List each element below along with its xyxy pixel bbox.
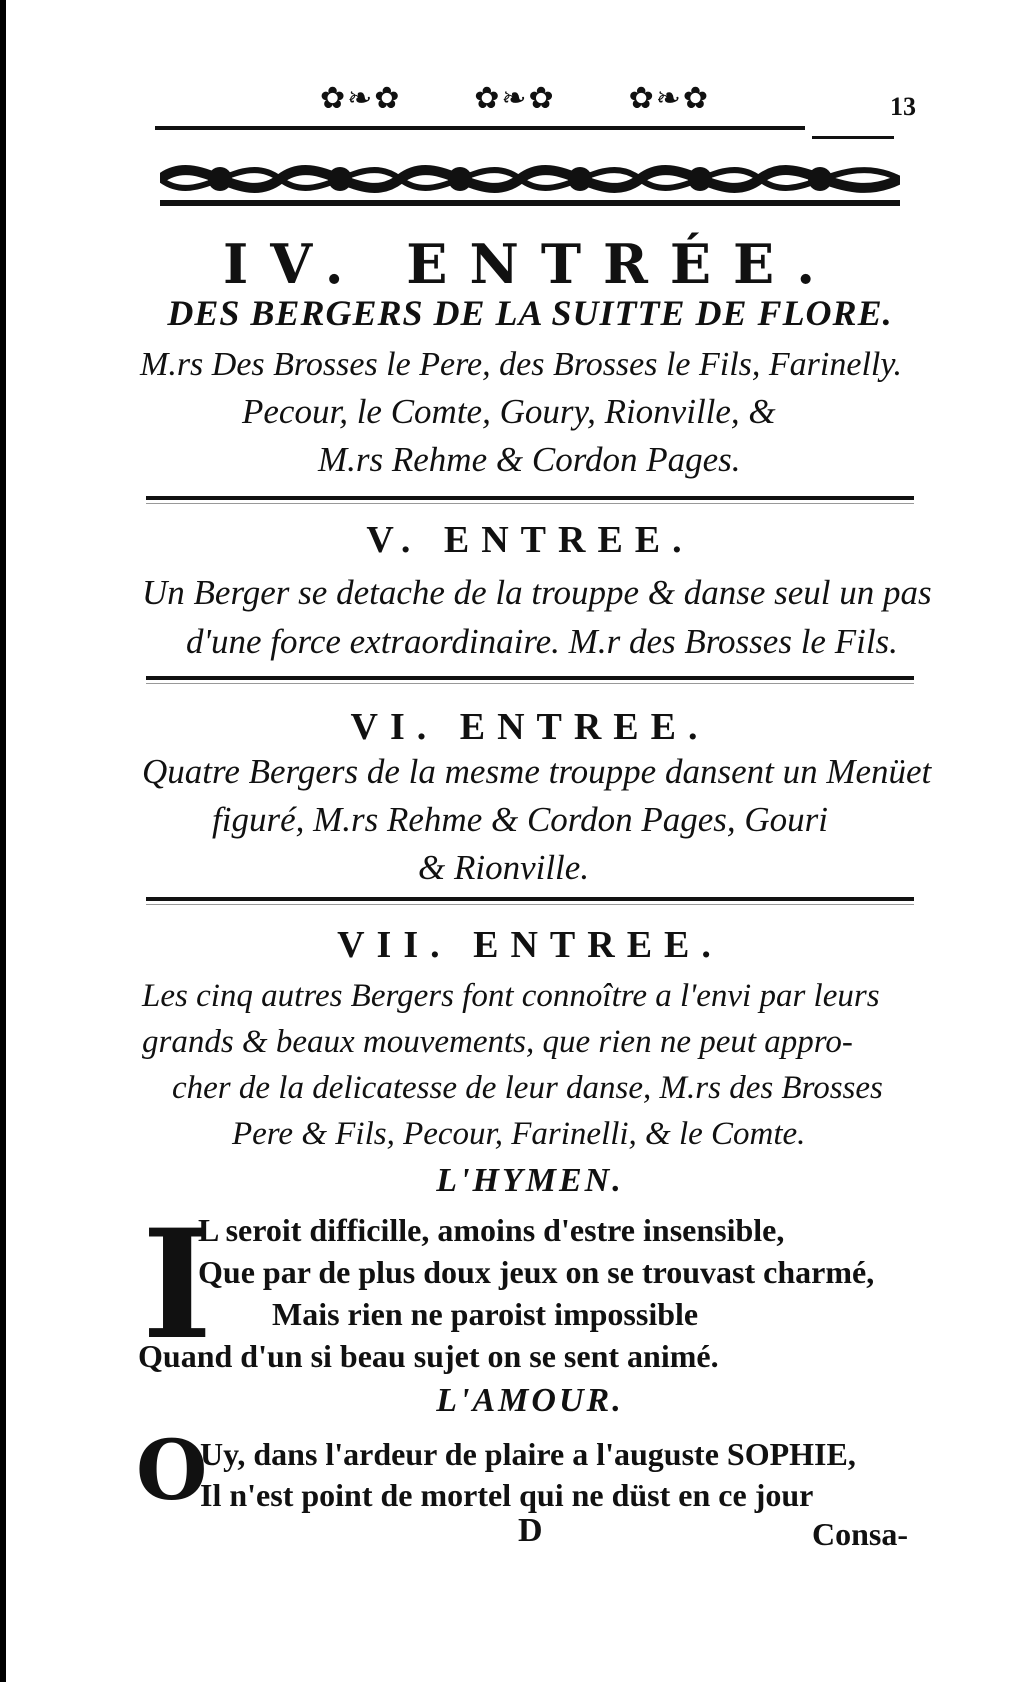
text-line: Les cinq autres Bergers font connoître a l'envi par leurs	[142, 978, 880, 1014]
drop-cap: I	[142, 1197, 213, 1373]
text-line: grands & beaux mouvements, que rien ne peut appro-	[142, 1024, 853, 1060]
entree-vii-title: VII. ENTREE.	[337, 924, 723, 966]
verse-line: Uy, dans l'ardeur de plaire a l'auguste SOPHIE,	[200, 1436, 856, 1472]
verse-line: Que par de plus doux jeux on se trouvast charmé,	[198, 1254, 875, 1290]
entree-iv-subtitle: DES BERGERS DE LA SUITTE DE FLORE.	[167, 293, 893, 333]
entree-iv-title: IV. ENTRÉE.	[222, 232, 837, 296]
header-rule-short	[812, 136, 894, 139]
section-rule	[146, 496, 914, 500]
role-amour: L'AMOUR.	[436, 1382, 624, 1419]
verse-line: Il n'est point de mortel qui ne düst en ce jour	[200, 1477, 814, 1513]
scroll-ornament-band	[160, 148, 900, 210]
fleuron-ornament: ✿❧✿	[320, 81, 402, 115]
entree-v-title: V. ENTREE.	[366, 519, 694, 561]
catchword: Consa-	[812, 1516, 909, 1552]
verse-line: L seroit difficille, amoins d'estre insensible,	[198, 1212, 785, 1248]
text-line: cher de la delicatesse de leur danse, M.rs des Brosses	[172, 1070, 883, 1106]
verse-line: Mais rien ne paroist impossible	[272, 1296, 699, 1332]
signature-mark: D	[518, 1512, 543, 1549]
fleuron-ornament: ✿❧✿	[474, 81, 556, 115]
role-hymen: L'HYMEN.	[436, 1162, 624, 1199]
text-line: figuré, M.rs Rehme & Cordon Pages, Gouri	[212, 800, 829, 839]
section-rule	[146, 676, 914, 680]
header-rule	[155, 126, 805, 130]
text-line: M.rs Des Brosses le Pere, des Brosses le Fils, Farinelly.	[140, 346, 903, 383]
header-fleurons	[320, 80, 710, 116]
verse-line: Quand d'un si beau sujet on se sent animé.	[138, 1338, 719, 1374]
text-line: Quatre Bergers de la mesme trouppe dansent un Menüet	[142, 752, 932, 791]
text-line: M.rs Rehme & Cordon Pages.	[318, 440, 741, 479]
text-line: & Rionville.	[418, 848, 590, 887]
fleuron-ornament: ✿❧✿	[628, 81, 710, 115]
page-number: 13	[890, 92, 916, 121]
text-line: Un Berger se detache de la trouppe & danse seul un pas	[142, 573, 932, 612]
entree-vi-title: VI. ENTREE.	[350, 706, 710, 748]
scan-edge	[0, 0, 6, 1682]
text-line: Pecour, le Comte, Goury, Rionville, &	[242, 392, 776, 431]
text-line: Pere & Fils, Pecour, Farinelli, & le Comte.	[232, 1116, 806, 1152]
drop-cap: O	[136, 1423, 208, 1519]
text-line: d'une force extraordinaire. M.r des Brosses le Fils.	[186, 622, 898, 661]
section-rule	[146, 897, 914, 901]
